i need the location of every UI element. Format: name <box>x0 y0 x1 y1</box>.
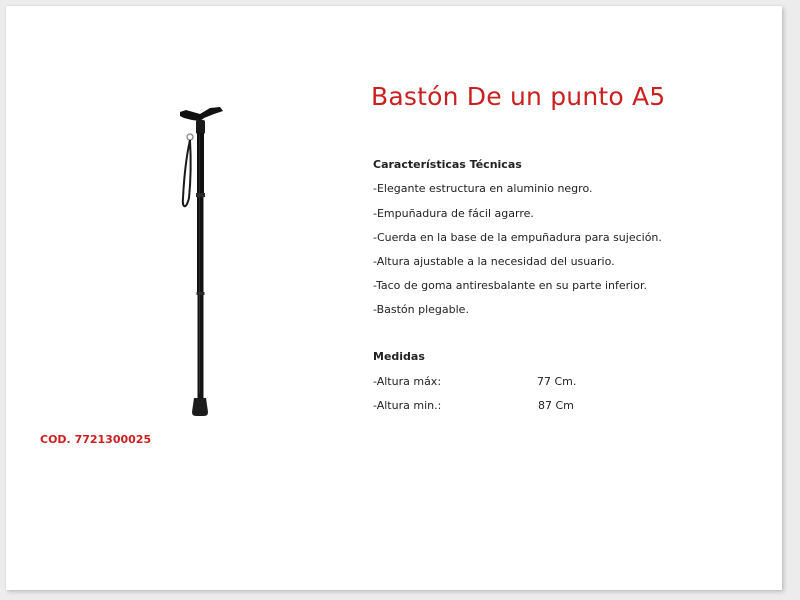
measures-heading: Medidas <box>373 350 425 363</box>
walking-cane-image <box>166 98 236 420</box>
measure-value-min: 87 Cm <box>538 399 574 412</box>
feature-item: -Cuerda en la base de la empuñadura para sujeción. <box>373 231 662 244</box>
measure-value-max: 77 Cm. <box>537 375 577 388</box>
product-sheet <box>6 6 782 590</box>
measure-label-max: -Altura máx: <box>373 375 442 388</box>
feature-item: -Altura ajustable a la necesidad del usuario. <box>373 255 615 268</box>
feature-item: -Elegante estructura en aluminio negro. <box>373 182 593 195</box>
feature-item: -Bastón plegable. <box>373 303 469 316</box>
feature-item: -Taco de goma antiresbalante en su parte inferior. <box>373 279 647 292</box>
product-code: COD. 7721300025 <box>40 433 152 446</box>
features-heading: Características Técnicas <box>373 158 522 171</box>
product-title: Bastón De un punto A5 <box>371 82 666 111</box>
measure-label-min: -Altura min.: <box>373 399 442 412</box>
feature-item: -Empuñadura de fácil agarre. <box>373 207 534 220</box>
